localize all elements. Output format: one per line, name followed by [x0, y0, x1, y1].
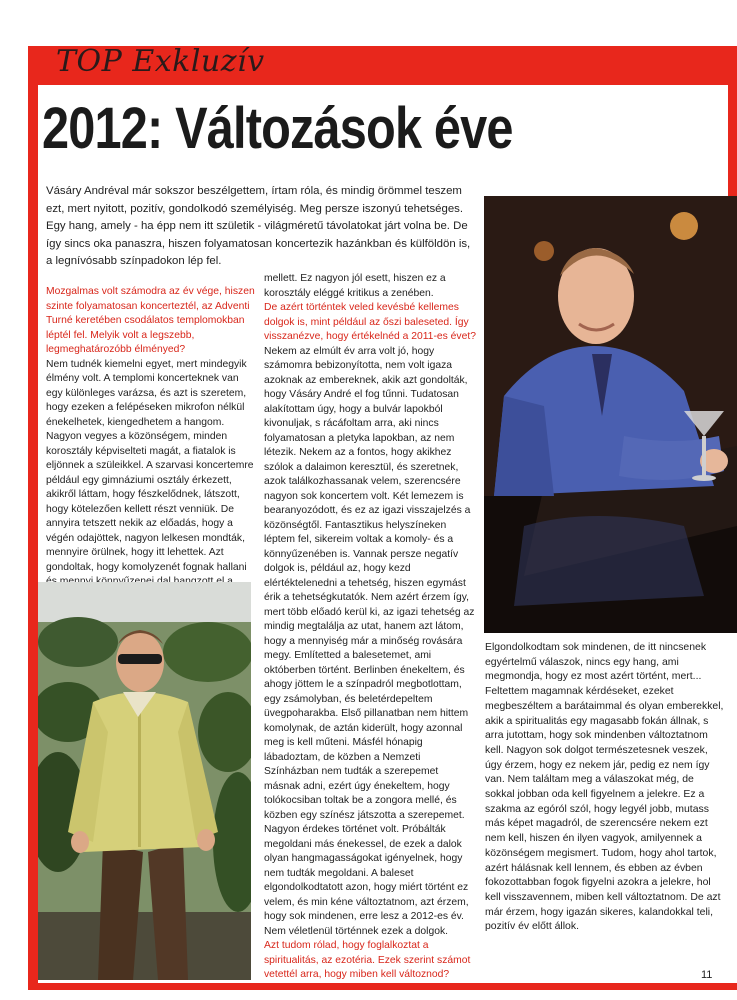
interview-question: De azért történtek veled kevésbé kellemes dolgok is, mint például az őszi baleseted. Így visszanézve, hogy értékelnéd a 2011-es évet?: [264, 302, 476, 342]
interview-answer: Elgondolkodtam sok mindenen, de itt nincsenek egyértelmű válaszok, nincs egy hang, ami megmondja, hogy ez most azért történt, mert... Feltettem magamnak kérdéseket, ezeket megbeszéltem a barátaimmal és olyan emberekkel, akik a spiritualitás egy magasabb fokán állnak, s arra jutottam, hogy sok mindenben változtatnom kell. Nagyon sok dolgot természetesnek veszek, úgy érzem, hogy ez nekem jár, pedig ez nem így van. Nem találtam meg a válaszokat még, de sokkal jobban oda kell figyelnem a jelekre. Ez a szakma az egóról szól, hogy legyél jobb, mutass más képet magadról, de szerencsére nekem ezt nem kell, hiszen én ilyen vagyok, amilyennek a közönségem megismert. Tudom, hogy ahol tartok, azért hálásnak kell lennem, és ebben az évben fokozottabban fogok figyelni azokra a jelekre, hol kell visszavennem, miben kell változtatnom. De azt már érzem, hogy igazán sikeres, kalandokkal teli, pozitív év előtt állok.: [485, 642, 724, 933]
red-frame-right: [728, 46, 737, 198]
interview-answer: Nem tudnék kiemelni egyet, mert mindegyik élmény volt. A templomi koncerteknek van egy különleges varázsa, és azt is szeretem, hogy ezeken a felépéseken mikrofon nélkül énekelhetek, kiengedhetem a hangom. Nagyon vegyes a közönségem, minden korosztály képviselteti magát, a fiatalok is eljönnek a szüleikkel. A szarvasi koncertemre például egy gimnáziumi osztály érkezett, akikről láttam, hogy fészkelődnek, látszott, hogy kötelezően kellett részt venniük. De annyira tetszett nekik az előadás, hogy a végén odajöttek, nagyon lelkesen mondták, mennyire örülnek, hogy itt lehettek. Azt gondoltak, hogy komolyzenét fognak hallani: [46, 358, 254, 573]
interview-answer: Nekem az elmúlt év arra volt jó, hogy számomra bebizonyította, nem volt igaza azoknak az embereknek, akik azt gondolták, hogy Vásáry André el fog tűnni. Tudatosan alakítottam úgy, hogy a bulvár lapokból kivonuljak, s rácáfoltam arra, aki nincs folyamatosan a pletyka lapokban, az nem létezik. Nekem az a fontos, hogy akikhez szólok a dalaimon keresztül, és szeretnek, azok találkozhassanak velem, szerencsére nagyon sok koncertem volt. Két lemezem is bearanyozódott, és ez az igazi visszajelzés a közönségtől. Fantasztikus helyszíneken léptem fel, sikereim voltak a komoly- és a könnyűzenében is. Vannak persze negatív dolgok is, például az, hogy kezd elértéktelenedni a tehetség, hiszen egymást érik a tehetségkutatók. Nem azért érzem így, mert több előadó kerül ki, az igazi tehetség az mindig megtalálja az utat, hanem azt látom, hogy a mennyiség már a minőség rovására megy. Említetted a balesetemet, ami októberben történt. Berlinben énekeltem, és ahogy jöttem le a színpadról megbotlottam, egy zsámolyban, és beletérdepeltem üvegpoharakba. Első pillanatban nem hittem komolynak, de aztán kiderült, hogy azonnal meg is kell műteni. Másfél hónapig lábadoztam, de közben a Nemzeti Színházban nem tudták a szerepemet másnak adni, ezért úgy énekeltem, hogy tolókocsiban toltak be a zongora mellé, és közben egy színész játszotta a szerepemet. Nagyon érdekes történet volt. Próbálták megoldani más énekessel, de ezek a dalok olyan hangmagasságokat igényelnek, hogy nem tudták megoldani. A baleset elgondolkodtatott azon, hogy miért történt ez velem, és min kéne változtatnom, azt érzem, hogy sok mindenen, erre lesz a 2012-es év. Nem véletlenül történnek ezek a dolgok.: [264, 345, 475, 937]
portrait-photo-piano: [484, 196, 737, 633]
article-intro: Vásáry Andréval már sokszor beszélgettem, írtam róla, és mindig örömmel teszem ezt, mert nyitott, pozitív, gondolkodó személyiség. Meg persze iszonyú tehetséges. Egy hang, amely - ha épp nem itt születik - világméretű távolatokat járt volna be. De így sincs oka panaszra, hiszen folyamatosan koncertezik hazánkban és külföldön is, a legnívósabb színpadokon lép fel.: [46, 185, 471, 268]
article-headline: 2012: Változások éve: [42, 96, 513, 161]
garden-illustration: [38, 582, 251, 980]
portrait-illustration: [484, 196, 737, 633]
text-column-3: [485, 641, 725, 935]
red-frame-bottom: [28, 983, 737, 990]
section-kicker: TOP Exkluzív: [56, 44, 265, 79]
interview-question: Azt tudom rólad, hogy foglalkoztat a spiritualitás, az ezotéria. Ezek szerint számot vetettél arra, hogy miben kell változnod?: [264, 940, 471, 980]
portrait-photo-garden: [38, 582, 251, 980]
interview-answer: mellett. Ez nagyon jól esett, hiszen ez a korosztály eléggé kritikus a zenében.: [264, 273, 446, 299]
red-frame-left: [28, 46, 38, 990]
page-number: 11: [701, 969, 713, 981]
text-column-2: [264, 272, 476, 983]
interview-question: Mozgalmas volt számodra az év vége, hiszen szinte folyamatosan koncerteztél, az Adventi Turné keretében csodálatos templomokban léptél fel. Melyik volt a legszebb, legmeghatározóbb élményed?: [46, 286, 255, 355]
text-column-1: [46, 285, 256, 604]
